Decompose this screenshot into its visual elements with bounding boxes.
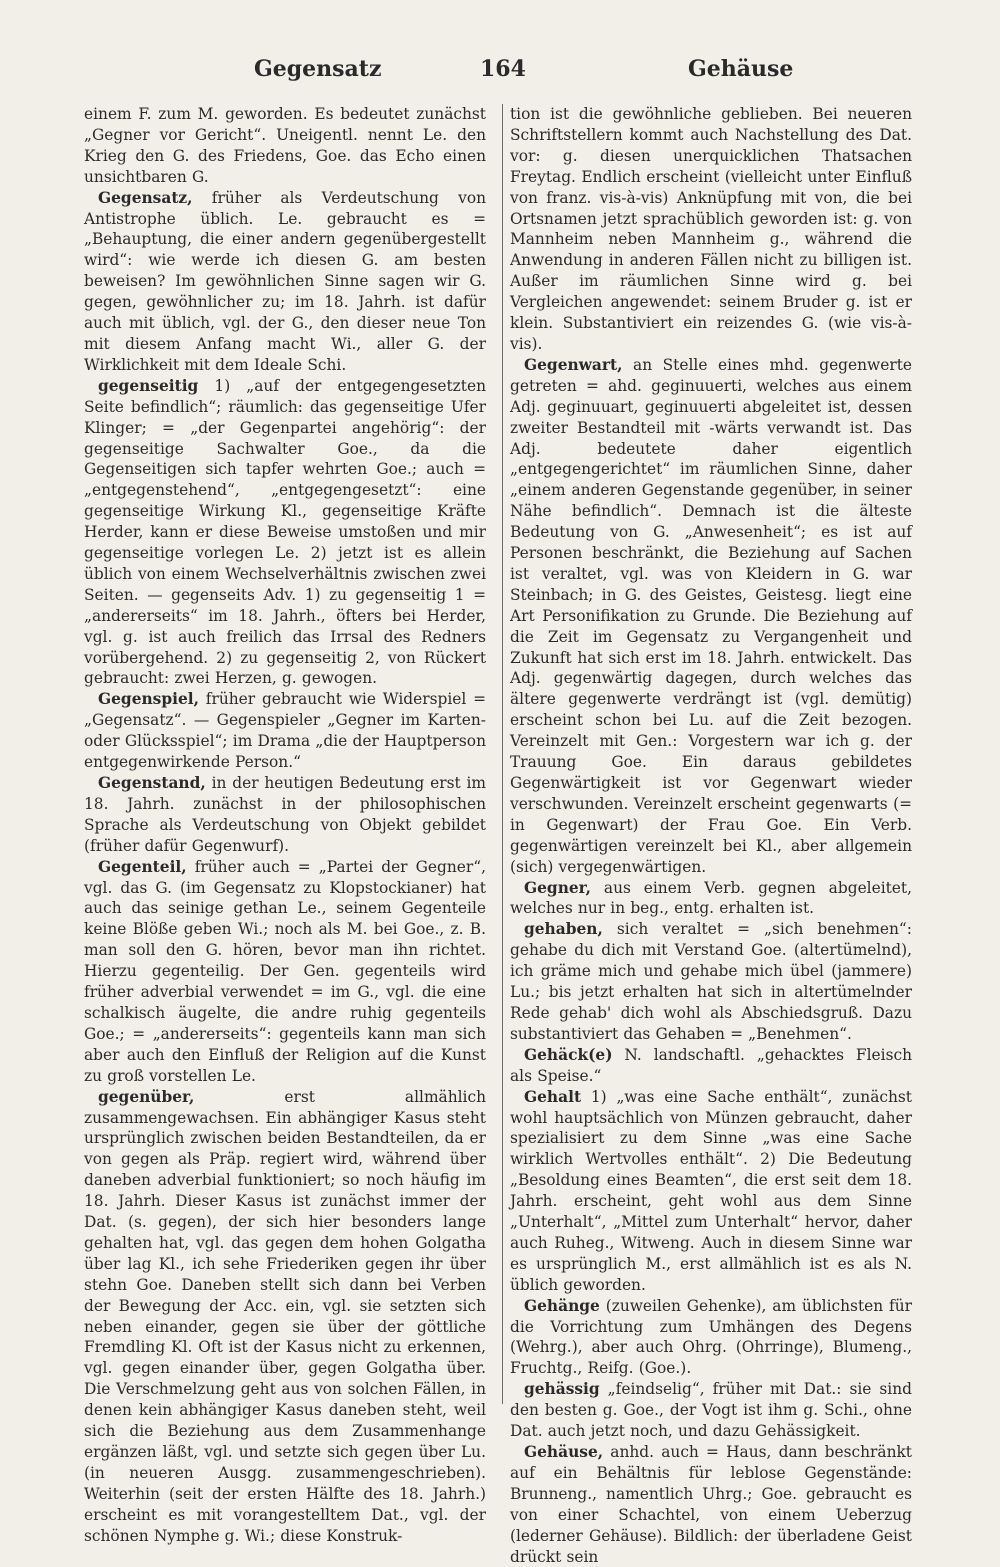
headword: Gehäck(e) (524, 1045, 613, 1064)
dictionary-entry (84, 773, 486, 857)
headword: Gegenteil, (98, 857, 187, 876)
entry-text: tion ist die gewöhnliche geblieben. Bei neueren Schriftstellern kommt auch Nachstellung des Dat. vor: g. diesen unerquicklichen Thatsachen Freytag. Endlich erscheint (vielleicht unter Einfluß von franz. vis-à-vis) Anknüpfung mit von, die bei Ortsnamen jetzt sprachüblich geworden ist: g. von Mannheim neben Mannheim g., während die Anwendung in anderen Fällen nicht zu billigen ist. Außer im räumlichen Sinne wird g. bei Vergleichen angewendet: seinem Bruder g. ist er klein. Substantiviert ein reizendes G. (wie vis-à-vis). (510, 105, 912, 353)
dictionary-entry (510, 1087, 912, 1296)
entry-text: an Stelle eines mhd. gegenwerte getreten = ahd. geginuuerti, welches aus einem Adj. geginuuart, geginuuerti abgeleitet ist, dessen zweiter Bestandteil mit -wärts verwandt ist. Das Adj. bedeutete daher eigentlich „entgegengerichtet“ im räumlichen Sinne, daher „einem anderen Gegenstande gegenüber, in seiner Nähe befindlich“. Demnach ist die älteste Bedeutung von G. „Anwesenheit“; es ist auf Personen beschränkt, die Beziehung auf Sachen ist veraltet, vgl. was von Kleidern in G. war Steinbach; in G. des Geistes, Geistesg. liegt eine Art Personifikation zu Grunde. Die Beziehung auf die Zeit im Gegensatz zu Vergangenheit und Zukunft hat sich erst im 18. Jahrh. entwickelt. Das Adj. gegenwärtig dagegen, durch welches das ältere gegenwerte verdrängt ist (vgl. demütig) erscheint schon bei Lu. auf die Zeit bezogen. Vereinzelt mit Gen.: Vorgestern war ich g. der Trauung Goe. Ein daraus gebildetes Gegenwärtigkeit ist vor Gegenwart wieder verschwunden. Vereinzelt erscheint gegenwarts (= in Gegenwart) der Frau Goe. Ein Verb. gegenwärtigen vereinzelt bei Kl., aber allgemein (sich) vergegenwärtigen. (510, 355, 912, 876)
dictionary-entry (84, 689, 486, 773)
left-catchword: Gegensatz (254, 56, 382, 82)
headword: gehaben, (524, 920, 603, 939)
dictionary-entry (510, 919, 912, 1044)
dictionary-entry (84, 1087, 486, 1547)
dictionary-entry (84, 857, 486, 1087)
dictionary-entry (84, 188, 486, 376)
running-head (84, 56, 930, 90)
entry-text: früher auch = „Partei der Gegner“, vgl. das G. (im Gegensatz zu Klopstockianer) hat auch das seinige gethan Le., seinem Gegenteile keine Blöße geben Wi.; noch als M. bei Goe., z. B. man soll den G. hören, bevor man ihn richtet. Hierzu gegenteilig. Der Gen. gegenteils wird früher adverbial verwendet = im G., vgl. die eine schalkisch äugelte, die andre ruhig gegenteils Goe.; = „andererseits“: gegenteils kann man sich aber auch den Einfluß der Religion auf die Kunst zu groß vorstellen Le. (84, 857, 486, 1085)
entry-text: anhd. auch = Haus, dann beschränkt auf ein Behältnis für leblose Gegenstände: Brunneng., namentlich Uhrg.; Goe. gebraucht es von einer Schachtel, von einem Ueberzug (lederner Gehäuse). Bildlich: der überladene Geist drückt sein (510, 1443, 912, 1566)
column-divider (502, 104, 503, 1404)
headword: Gehäuse, (524, 1443, 604, 1461)
entry-text: aus einem Verb. gegnen abgeleitet, welches nur in beg., entg. erhalten ist. (510, 878, 912, 918)
headword: Gehalt (524, 1087, 582, 1106)
dictionary-entry (510, 1296, 912, 1380)
entry-text: erst allmählich zusammengewachsen. Ein abhängiger Kasus steht ursprünglich zwischen beiden Bestandteilen, da er von gegen als Präp. regiert wird, während über daneben adverbial funktioniert; so noch häufig im 18. Jahrh. Dieser Kasus ist zunächst immer der Dat. (s. gegen), der sich hier besonders lange gehalten hat, vgl. das gegen dem hohen Golgatha über lag Kl., ich sehe Friederiken gegen ihr über stehn Goe. Daneben stellt sich dann bei Verben der Bewegung der Acc. ein, vgl. sie setzten sich neben einander, gegen sie über der göttliche Fremdling Kl. Oft ist der Kasus nicht zu erkennen, vgl. gegen einander über, gegen Golgatha über. Die Verschmelzung geht aus von solchen Fällen, in denen kein abhängiger Kasus daneben steht, weil sich die Beziehung aus dem Zusammenhange ergänzen läßt, vgl. und setzte sich gegen über Lu. (in neueren Ausgg. zusammengeschrieben). Weiterhin (seit der ersten Hälfte des 18. Jahrh.) erscheint es mit vorangestelltem Dat., vgl. der schönen Nymphe g. Wi.; diese Konstruk- (84, 1087, 486, 1545)
entry-text: 1) „was eine Sache enthält“, zunächst wohl hauptsächlich von Münzen gebraucht, daher spezialisiert zu dem Sinne „was eine Sache wirklich Wertvolles enthält“. 2) Die Bedeutung „Besoldung eines Beamten“, die erst seit dem 18. Jahrh. erscheint, geht wohl aus dem Sinne „Unterhalt“, „Mittel zum Unterhalt“ hervor, daher auch Ruheg., Witweng. Auch in diesem Sinne war es ursprünglich M., erst allmählich ist es als N. üblich geworden. (510, 1087, 912, 1294)
entry-text: einem F. zum M. geworden. Es bedeutet zunächst „Gegner vor Gericht“. Uneigentl. nennt Le. den Krieg den G. des Friedens, Goe. das Echo einen unsichtbaren G. (84, 105, 486, 186)
dictionary-entry (84, 376, 486, 690)
entry-text: 1) „auf der entgegengesetzten Seite befindlich“; räumlich: das gegenseitige Ufer Klinger; = „der Gegenpartei angehörig“: der gegenseitige Sachwalter Goe., da die Gegenseitigen sich tapfer wehrten Goe.; auch = „entgegenstehend“, „entgegengesetzt“: eine gegenseitige Wirkung Kl., gegenseitige Kräfte Herder, kann er diese Beweise umstoßen und mir gegenseitige vorlegen Le. 2) jetzt ist es allein üblich von einem Wechselverhältnis zwischen zwei Seiten. — gegenseits Adv. 1) zu gegenseitig 1 = „andererseits“ im 18. Jahrh., öfters bei Herder, vgl. g. ist auch freilich das Irrsal des Redners vorübergehend. 2) zu gegenseitig 2, von Rückert gebraucht: zwei Herzen, g. gewogen. (84, 376, 486, 688)
dictionary-entry (510, 355, 912, 878)
dictionary-entry (510, 1045, 912, 1087)
dictionary-entry (510, 1442, 912, 1567)
right-column (510, 104, 912, 1567)
page-number: 164 (480, 56, 526, 82)
entry-text: in der heutigen Bedeutung erst im 18. Jahrh. zunächst in der philosophischen Sprache als Verdeutschung von Objekt gebildet (früher dafür Gegenwurf). (84, 774, 486, 855)
entry-text: sich veraltet = „sich benehmen“: gehabe du dich mit Verstand Goe. (altertümelnd), ich gräme mich und gehabe mich übel (jammere) Lu.; bis jetzt erhalten hat sich in altertümelnder Rede gehab' dich wohl als Abschiedsgruß. Dazu substantiviert das Gehaben = „Benehmen“. (510, 920, 912, 1043)
entry-text: früher als Verdeutschung von Antistrophe üblich. Le. gebraucht es = „Behauptung, die einer andern gegenübergestellt wird“: wie werde ich diesen G. am besten beweisen? Im gewöhnlichen Sinne sagen wir G. gegen, gewöhnlicher zu; im 18. Jahrh. ist dafür auch mit üblich, vgl. der G., den dieser neue Ton mit diesem Anfang macht Wi., aller G. der Wirklichkeit mit dem Ideale Schi. (84, 188, 486, 374)
headword: Gegenwart, (524, 355, 623, 374)
headword: Gegenstand, (98, 774, 206, 792)
entry-continuation (510, 104, 912, 355)
right-catchword: Gehäuse (688, 56, 794, 82)
entry-text: „feindselig“, früher mit Dat.: sie sind den besten g. Goe., der Vogt ist ihm g. Schi., ohne Dat. auch jetzt noch, und dazu Gehässigkeit. (510, 1380, 912, 1441)
left-column (84, 104, 486, 1547)
headword: Gehänge (524, 1296, 600, 1315)
entry-continuation (84, 104, 486, 188)
dictionary-entry (510, 1379, 912, 1442)
headword: gegenseitig (98, 376, 199, 395)
dictionary-entry (510, 878, 912, 920)
entry-text: (zuweilen Gehenke), am üblichsten für die Vorrichtung zum Umhängen des Degens (Wehrg.), aber auch Ohrg. (Ohrringe), Blumeng., Fruchtg., Reifg. (Goe.). (510, 1296, 912, 1378)
entry-text: früher gebraucht wie Widerspiel = „Gegensatz“. — Gegenspieler „Gegner im Karten- oder Glücksspiel“; im Drama „die der Hauptperson entgegenwirkende Person.“ (84, 690, 486, 772)
headword: gegenüber, (98, 1087, 195, 1106)
headword: Gegenspiel, (98, 690, 199, 709)
headword: gehässig (524, 1380, 600, 1399)
headword: Gegensatz, (98, 188, 193, 207)
entry-text: N. landschaftl. „gehacktes Fleisch als Speise.“ (510, 1045, 912, 1085)
headword: Gegner, (524, 878, 592, 897)
